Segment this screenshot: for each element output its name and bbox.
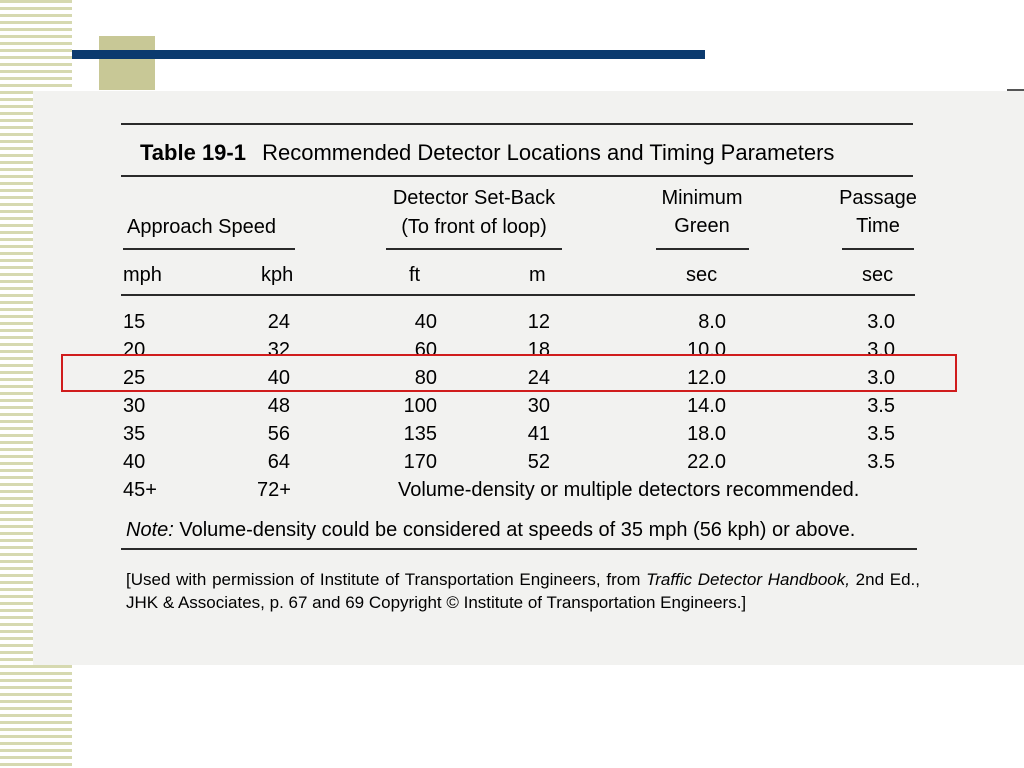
cell-kph: 32 bbox=[267, 339, 290, 361]
setback-underline bbox=[386, 248, 562, 250]
cell-min-green: 12.0 bbox=[687, 367, 726, 389]
cell-passage: 3.5 bbox=[867, 395, 895, 417]
source-suffix: 2nd Ed., JHK & Associates, p. 67 and 69 Copyright © Institute of Transportation Engineers.] bbox=[126, 570, 920, 612]
header-setback-line2: (To front of loop) bbox=[401, 216, 547, 238]
cell-ft: 100 bbox=[403, 395, 437, 417]
unit-m: m bbox=[529, 264, 546, 286]
cell-min-green: 10.0 bbox=[687, 339, 726, 361]
table-title: Recommended Detector Locations and Timing Parameters bbox=[262, 140, 835, 165]
title-rule bbox=[121, 175, 913, 177]
cell-min-green: 14.0 bbox=[687, 395, 726, 417]
cell-passage: 3.5 bbox=[867, 451, 895, 473]
cell-mph: 25 bbox=[123, 367, 146, 389]
table-title-line bbox=[140, 140, 834, 166]
cell-mph: 30 bbox=[123, 395, 146, 417]
source-citation bbox=[126, 568, 920, 614]
unit-sec-passage: sec bbox=[862, 264, 894, 286]
cell-kph: 40 bbox=[267, 367, 290, 389]
header-setback-line1: Detector Set-Back bbox=[392, 187, 556, 209]
cell-m: 41 bbox=[527, 423, 550, 445]
unit-sec-green: sec bbox=[686, 264, 718, 286]
cell-passage: 3.5 bbox=[867, 423, 895, 445]
cell-mph: 35 bbox=[123, 423, 146, 445]
header-approach-speed: Approach Speed bbox=[127, 216, 277, 238]
table-note bbox=[126, 519, 855, 542]
cell-min-green: 18.0 bbox=[687, 423, 726, 445]
header-min-green-line2: Green bbox=[674, 215, 730, 237]
cell-min-green: 8.0 bbox=[698, 311, 726, 333]
cell-m: 52 bbox=[527, 451, 550, 473]
cell-m: 12 bbox=[527, 311, 550, 333]
cell-ft: 40 bbox=[414, 311, 437, 333]
unit-mph: mph bbox=[123, 264, 162, 286]
cell-m: 24 bbox=[527, 367, 550, 389]
cell-mph: 20 bbox=[123, 339, 146, 361]
passage-underline bbox=[842, 248, 914, 250]
header-passage-line1: Passage bbox=[839, 187, 917, 209]
cell-mph: 40 bbox=[123, 451, 146, 473]
source-title: Traffic Detector Handbook, bbox=[646, 570, 850, 589]
cell-kph: 56 bbox=[267, 423, 290, 445]
table-number: Table 19-1 bbox=[140, 140, 246, 165]
unit-kph: kph bbox=[261, 264, 294, 286]
top-rule bbox=[121, 123, 913, 125]
decorative-square bbox=[99, 36, 155, 90]
min-green-underline bbox=[656, 248, 749, 250]
cell-kph: 24 bbox=[267, 311, 290, 333]
header-min-green-line1: Minimum bbox=[661, 187, 743, 209]
cell-recommendation: Volume-density or multiple detectors recommended. bbox=[398, 479, 860, 501]
note-text: Volume-density could be considered at speeds of 35 mph (56 kph) or above. bbox=[179, 519, 856, 541]
cell-ft: 80 bbox=[414, 367, 437, 389]
header-rule bbox=[121, 294, 915, 296]
highlight-box bbox=[61, 354, 957, 392]
cell-mph: 15 bbox=[123, 311, 146, 333]
note-label: Note: bbox=[126, 519, 174, 541]
cell-ft: 135 bbox=[403, 423, 437, 445]
cell-kph: 64 bbox=[267, 451, 290, 473]
source-prefix: [Used with permission of Institute of Transportation Engineers, from bbox=[126, 570, 647, 589]
header-passage-line2: Time bbox=[856, 215, 900, 237]
bottom-rule bbox=[121, 548, 917, 550]
unit-ft: ft bbox=[409, 264, 421, 286]
cell-min-green: 22.0 bbox=[687, 451, 726, 473]
cell-ft: 60 bbox=[414, 339, 437, 361]
cell-passage: 3.0 bbox=[867, 339, 895, 361]
cell-ft: 170 bbox=[403, 451, 437, 473]
cell-mph: 45+ bbox=[123, 479, 157, 501]
approach-speed-underline bbox=[123, 248, 295, 250]
accent-bar bbox=[72, 50, 705, 59]
cell-passage: 3.0 bbox=[867, 311, 895, 333]
cell-kph: 72+ bbox=[257, 479, 291, 501]
cell-passage: 3.0 bbox=[867, 367, 895, 389]
cell-m: 18 bbox=[527, 339, 550, 361]
cell-m: 30 bbox=[527, 395, 550, 417]
cell-kph: 48 bbox=[267, 395, 290, 417]
